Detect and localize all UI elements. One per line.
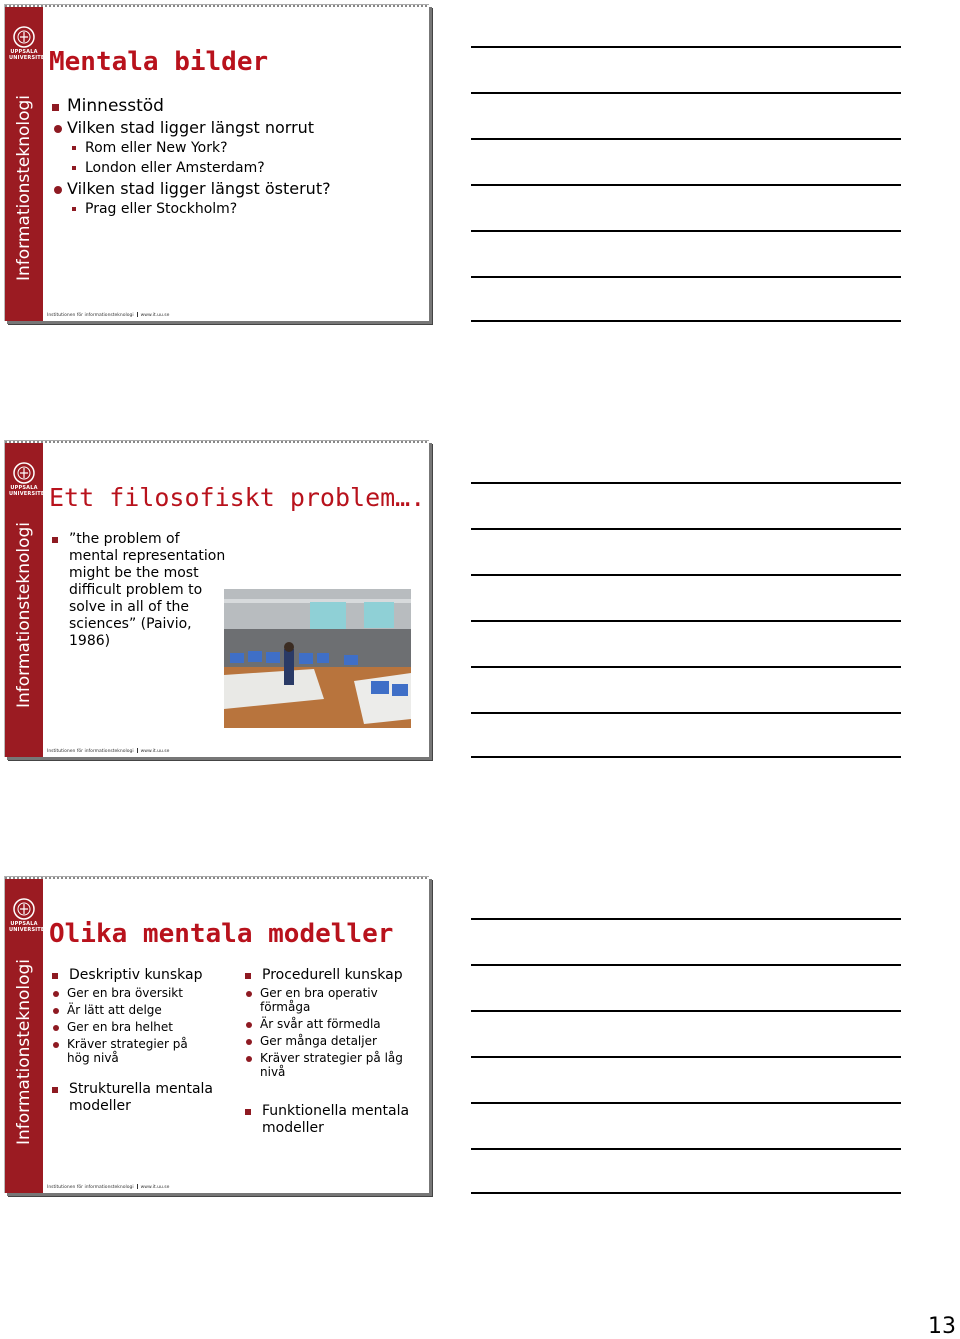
sidebar-label: Informationsteknologi [14,958,35,1146]
list-item: Kräver strategier på hög nivå [49,1037,191,1065]
list-item: Rom eller New York? [67,138,419,158]
page-number: 13 [928,1314,956,1339]
logo-line1: UPPSALA [10,49,38,55]
column-footer: Funktionella mentala modeller [242,1103,422,1137]
slide-footer: Institutionen för informationsteknologi www.it.uu.se [47,749,170,754]
slide-footer: Institutionen för informationsteknologi www.it.uu.se [47,1185,170,1190]
bullet-list [49,986,229,1065]
list-item: Vilken stad ligger längst österut? [49,178,419,199]
list-item: London eller Amsterdam? [67,158,419,178]
left-column [49,967,229,1115]
logo-line2: UNIVERSITET [9,927,49,933]
column-heading: Deskriptiv kunskap [49,967,229,984]
quote-text: ”the problem of mental representation might be the most difficult problem to solve in all of the sciences” (Paivio, 1986) [49,531,229,650]
control-room-photo [224,589,411,728]
seal-icon [13,461,35,485]
university-logo [9,897,49,933]
sidebar [5,5,49,321]
sidebar-label: Informationsteknologi [14,521,35,709]
seal-icon [13,25,35,49]
sidebar-label: Informationsteknologi [14,94,35,282]
sidebar [5,441,49,757]
column-heading: Procedurell kunskap [242,967,422,984]
slide-footer: Institutionen för informationsteknologi www.it.uu.se [47,313,170,318]
slide-3 [4,876,429,1193]
logo-line1: UPPSALA [10,485,38,491]
column-footer: Strukturella mentala modeller [49,1081,219,1115]
bullet-list [242,986,422,1079]
seal-icon [13,897,35,921]
university-logo [9,25,49,61]
list-item: Minnesstöd [49,95,419,117]
slide-2 [4,440,429,757]
university-logo [9,461,49,497]
bullet-list [49,95,419,219]
logo-line2: UNIVERSITET [9,55,49,61]
logo-line2: UNIVERSITET [9,491,49,497]
slide-title: Mentala bilder [49,47,269,77]
right-column [242,967,422,1137]
list-item: Vilken stad ligger längst norrut [49,117,419,138]
slide-1 [4,4,429,321]
sidebar [5,877,49,1193]
list-item: Ger många detaljer [242,1034,422,1048]
slide-title: Ett filosofiskt problem…. [49,483,426,512]
slide-title: Olika mentala modeller [49,919,394,949]
list-item: Är svår att förmedla [242,1017,422,1031]
list-item: Prag eller Stockholm? [67,199,419,219]
list-item: Är lätt att delge [49,1003,229,1017]
bullet-list [49,531,229,650]
list-item: Ger en bra operativ förmåga [242,986,390,1014]
logo-line1: UPPSALA [10,921,38,927]
list-item: Ger en bra översikt [49,986,229,1000]
list-item: Ger en bra helhet [49,1020,229,1034]
list-item: Kräver strategier på låg nivå [242,1051,430,1079]
